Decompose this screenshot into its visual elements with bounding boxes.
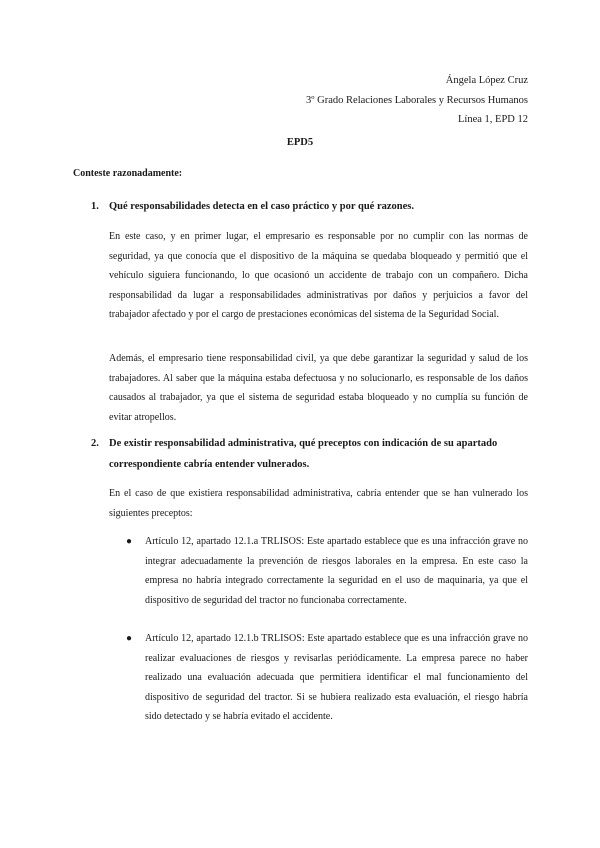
answer-paragraph: En el caso de que existiera responsabilidad administrativa, cabría entender que se han vulnerado los siguientes preceptos: (109, 488, 528, 519)
question-text: De existir responsabilidad administrativa, qué preceptos con indicación de su apartado correspondiente cabría entender vulnerados. (109, 438, 498, 470)
author-name: Ángela López Cruz (445, 75, 528, 86)
document-header (306, 71, 528, 130)
question-text: Qué responsabilidades detecta en el caso práctico y por qué razones. (109, 201, 414, 212)
bullet-icon: ● (126, 536, 133, 547)
instructions: Conteste razonadamente: (73, 168, 183, 179)
list-item (109, 532, 528, 610)
question-2 (91, 433, 528, 475)
list-item (109, 629, 528, 727)
list-item-text: Artículo 12, apartado 12.1.b TRLISOS: Este apartado establece que es una infracción grave no realizar evaluaciones de riesgos y revisarlas periódicamente. La empresa parece no haber realizado una evaluación adecuada que permitiera identificar el mal funcionamiento del dispositivo de seguridad del tractor. Si se hubiera realizado esta evaluación, el riesgo habría sido detectado y se habría evitado el accidente. (145, 633, 528, 722)
precepts-list (109, 532, 528, 727)
question-number: 2. (91, 438, 99, 449)
course-name: 3º Grado Relaciones Laborales y Recursos Humanos (306, 94, 528, 106)
bullet-icon: ● (126, 633, 133, 644)
question-number: 1. (91, 201, 99, 212)
list-item-text: Artículo 12, apartado 12.1.a TRLISOS: Este apartado establece que es una infracción grave no integrar adecuadamente la prevención de riesgos laborales en la empresa. En este caso la empresa no habría integrado correctamente la seguridad en el uso de maquinaria, ya que el dispositivo de seguridad del tractor no funcionaba correctamente. (145, 536, 528, 606)
document-title: EPD5 (286, 137, 314, 148)
answer-paragraph: En este caso, y en primer lugar, el empresario es responsable por no cumplir con las normas de seguridad, ya que conocía que el dispositivo de la máquina se quedaba bloqueado y permitió que el vehículo siguiera funcionando, lo que ocasionó un accidente de trabajo con un compañero. Dicha responsabilidad da lugar a responsabilidades administrativas por daños y perjuicios a favor del trabajador afectado y por el cargo de prestaciones económicas del sistema de la Seguridad Social. (109, 231, 528, 320)
answer-paragraph: Además, el empresario tiene responsabilidad civil, ya que debe garantizar la seguridad y salud de los trabajadores. Al saber que la máquina estaba defectuosa y no solucionarlo, es responsable de los daños causados al trabajador, ya que el sistema de seguridad estaba bloqueado y no cumplía su función de evitar atropellos. (109, 353, 528, 423)
group-line: Línea 1, EPD 12 (458, 114, 528, 125)
question-1 (91, 196, 528, 217)
